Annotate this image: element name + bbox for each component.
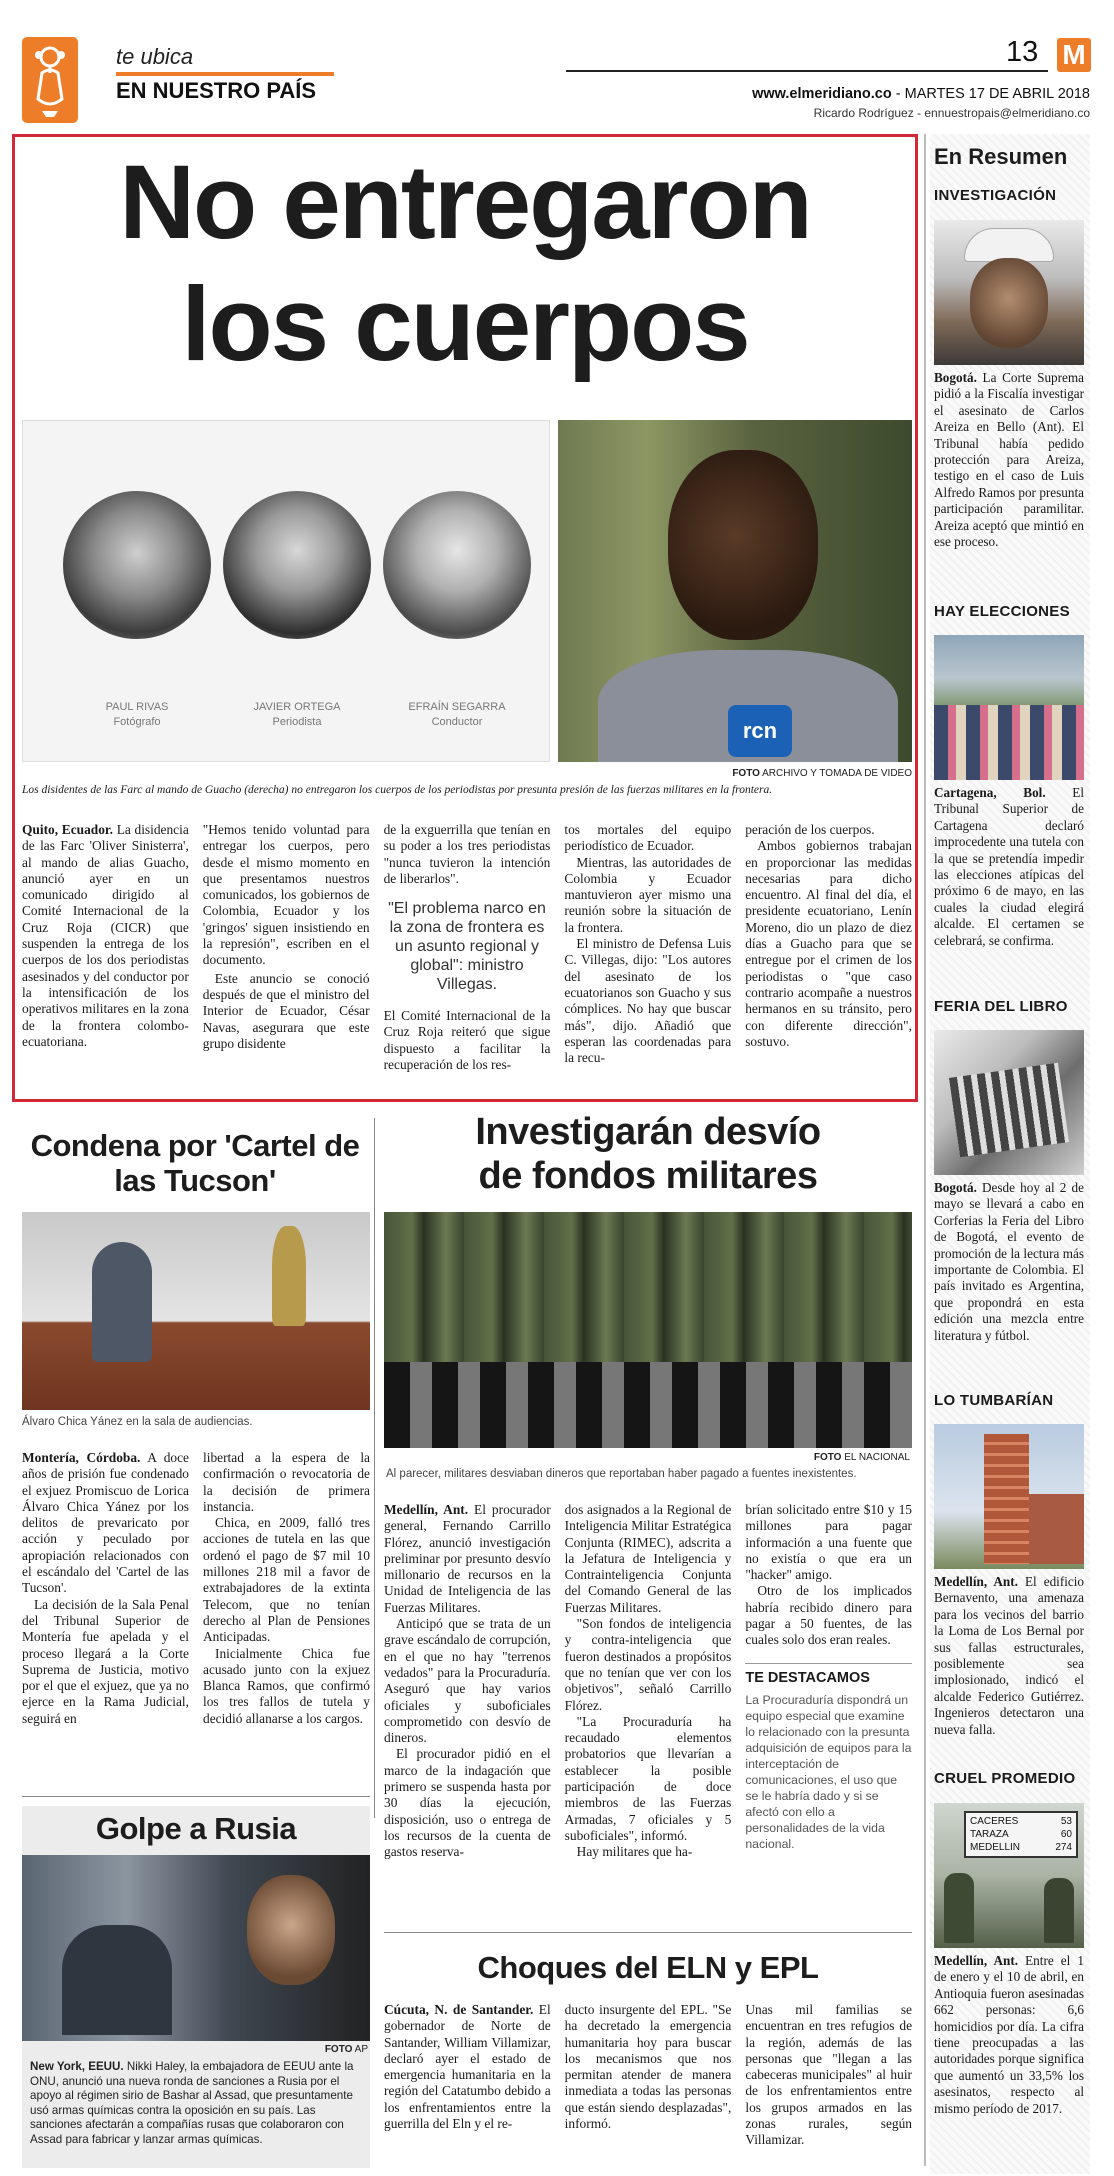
tucson-col-1: Montería, Córdoba. A doce años de prisión fue condenado el exjuez Promiscuo de Lorica Álvaro Chica Yánez por los delitos de prevaricato por acción y peculado por apropiación relacionados con el escándalo del 'Cartel de las Tucson'. La decisión de la Sala Penal del Tribunal Superior de Montería fue apelada y el proceso llegará a la Corte Suprema de Justicia, motivo por el que el exjuez, que ya no ejerce en la Rama Judicial, seguirá en	[22, 1450, 189, 1726]
tucson-caption: Álvaro Chica Yánez en la sala de audiencias.	[22, 1416, 253, 1428]
seated-figure	[62, 1925, 172, 2035]
sidebar-photo-3	[934, 1424, 1084, 1569]
pot-icon	[22, 37, 78, 123]
haley-figure	[247, 1875, 335, 1985]
sidebar-divider	[924, 134, 926, 2166]
victim-portrait-1	[63, 491, 211, 639]
statue-figure	[272, 1226, 306, 1326]
brand-logo: M	[1057, 38, 1091, 72]
destacamos-text: La Procuraduría dispondrá un equipo especial que examine lo relacionado con la presunta adquisición de equipos para la interceptación de comunicaciones, el uso que se le habría dado y si se afectó con ello a personalidades de la vida nacional.	[745, 1692, 912, 1851]
lead-col-1: Quito, Ecuador. La disidencia de las Farc 'Oliver Sinisterra', al mando de alias Guacho, anunció ayer en un comunicado dirigido al Comité Internacional de la Cruz Roja (CICR) que suspenden la entrega de los cuerpos de los dos periodistas asesinados y del conductor por la intensificación de los operativos militares en la zona de la frontera colombo-ecuatoriana.	[22, 822, 189, 1049]
page-number: 13	[1006, 36, 1039, 68]
victim-name-3: EFRAÍN SEGARRA	[408, 701, 506, 713]
section-small-label: te ubica	[116, 44, 194, 69]
sidebar-heading-1: HAY ELECCIONES	[934, 603, 1070, 620]
sidebar-text-0: Bogotá. La Corte Suprema pidió a la Fiscalía investigar el asesinato de Carlos Areiza en Bello (Ant). El Tribunal había pedido protección para Areiza, testigo en el caso de Luis Alfredo Ramos por presunta participación paramilitar. Areiza aceptó que mintió en ese proceso.	[934, 370, 1084, 550]
militares-col-3: brían solicitado entre $10 y 15 millones para pagar información a una fuente que no existía o que era un "hacker" amigo. Otro de los implicados habría recibido dinero para pagar a 50 fuentes, de las cuales solo dos eran reales. TE DESTACAMOS La Procuraduría dispondrá un equipo especial que examine lo relacionado con la presunta adquisición de equipos para la interceptación de comunicaciones, el uso que se le habría dado y si se afectó con ello a personalidades de la vida nacional.	[745, 1502, 913, 1851]
soldier-figure	[944, 1873, 974, 1943]
face-shape	[668, 450, 818, 640]
site-date	[752, 86, 1090, 102]
site-url[interactable]: www.elmeridiano.co	[752, 86, 892, 102]
tucson-photo	[22, 1212, 370, 1410]
militares-col-1: Medellín, Ant. El procurador general, Fernando Carrillo Flórez, anunció investigación preliminar por presunto desvío millonario de recursos en la Unidad de Inteligencia de las Fuerzas Militares. Anticipó que se trata de un grave escándalo de corrupción, en el que no hay "terrenos vedados" para la Procuraduría. Aseguró que hay varios oficiales y suboficiales comprometido con desvío de dineros. El procurador pidió en el marco de la indagación que primero se suspenda hasta por 30 días la ejecución, disposición, uso o entrega de los recursos de la cuenta de gastos reserva-	[384, 1502, 551, 1860]
section-underline	[116, 72, 334, 76]
lead-caption: Los disidentes de las Farc al mando de Guacho (derecha) no entregaron los cuerpos de los periodistas por presunta presión de las fuerzas militares en la frontera.	[22, 784, 773, 796]
victim-role-1: Fotógrafo	[113, 716, 161, 728]
lead-col-2: "Hemos tenido voluntad para entregar los cuerpos, pero desde el mismo momento en que presentamos nuestros comunicados, los gobiernos de Colombia, Ecuador y los 'gringos' siguen insistiendo en la represión", escriben en el documento. Este anuncio se conoció después de que el ministro del Interior de Ecuador, César Navas, asegurara que este grupo disidente	[202, 822, 370, 1051]
portrait-face	[970, 258, 1048, 348]
militares-photo-credit: FOTO EL NACIONAL	[813, 1452, 910, 1463]
microphone-label: rcn	[728, 705, 792, 757]
militares-caption: Al parecer, militares desviaban dineros que reportaban haber pagado a fuentes inexistentes.	[386, 1468, 857, 1480]
sidebar-heading-0: INVESTIGACIÓN	[934, 187, 1057, 204]
victim-portrait-3	[383, 491, 531, 639]
guacho-photo	[558, 420, 912, 762]
sidebar-photo-4	[934, 1803, 1084, 1948]
tucson-headline: Condena por 'Cartel de las Tucson'	[30, 1128, 360, 1198]
cap-shape	[964, 228, 1054, 262]
rusia-photo	[22, 1855, 370, 2041]
victim-role-2: Periodista	[272, 716, 322, 728]
sidebar-title: En Resumen	[934, 144, 1068, 169]
soldier-figure-2	[1044, 1878, 1074, 1943]
sidebar-heading-4: CRUEL PROMEDIO	[934, 1770, 1076, 1787]
eln-top-rule	[384, 1932, 912, 1933]
lead-col-4: tos mortales del equipo periodístico de Ecuador. Mientras, las autoridades de Colombia y Ecuador mantuvieron ayer mismo una reunión sobre la situación de la frontera. El ministro de Defensa Luis C. Villegas, dijo: "Los autores del asesinato de los ecuatorianos son Guacho y sus cómplices. No hay que buscar más", dijo. Añadió que esperan las coordenadas para la recu-	[564, 822, 732, 1066]
eln-col-2: ducto insurgente del EPL. "Se ha decretado la emergencia humanitaria hoy para buscar los mecanismos que nos permitan atender de manera inmediata a todas las personas que están siendo desplazadas", informó.	[564, 2002, 732, 2132]
rusia-photo-credit: FOTO AP	[324, 2044, 368, 2055]
victims-photo	[22, 420, 550, 762]
sidebar-heading-3: LO TUMBARÍAN	[934, 1392, 1054, 1409]
tucson-body	[22, 1450, 370, 1727]
victim-portrait-2	[223, 491, 371, 639]
road-sign: CACERES 53 TARAZA 60 MEDELLIN 274	[964, 1811, 1078, 1858]
section-big-label: EN NUESTRO PAÍS	[116, 78, 317, 103]
building-short	[1029, 1494, 1084, 1564]
lead-col-5: peración de los cuerpos. Ambos gobiernos trabajan en proporcionar las medidas necesarias para dicho encuentro. Al final del día, el presidente ecuatoriano, Lenín Moreno, dio un plazo de diez días a Guacho para que se entregue por el crimen de los periodistas o "que caso contrario acompañe a nuestros hermanos en su tránsito, pero con diferente dirección", sostuvo.	[745, 822, 912, 1049]
header-rule	[566, 70, 1048, 72]
eln-body	[384, 2002, 912, 2149]
section-logo	[22, 37, 78, 123]
books-shape	[949, 1063, 1069, 1158]
sidebar-text-4: Medellín, Ant. Entre el 1 de enero y el 10 de abril, en Antioquia fueron asesinadas 662 personas: 6,6 homicidios por día. La cifra tiene preocupadas a las autoridades porque significa que aumentó un 33,5% los asesinatos, respecto al mismo período de 2017.	[934, 1953, 1084, 2116]
militares-body	[384, 1502, 912, 1861]
sidebar-photo-1	[934, 635, 1084, 780]
crowd-shape	[934, 705, 1084, 780]
rusia-text: New York, EEUU. Nikki Haley, la embajadora de EEUU ante la ONU, anunció una nueva ronda de sanciones a Rusia por el apoyo al régimen sirio de Bashar al Assad, que presuntamente usó armas químicas contra la oposición en su país. Las sanciones afectarán a compañías rusas que colaboraron con Assad para fabricar y lanzar armas químicas.	[30, 2060, 354, 2146]
boots-row	[384, 1362, 912, 1448]
victim-name-2: JAVIER ORTEGA	[253, 701, 341, 713]
editor-credit: Ricardo Rodríguez - ennuestropais@elmeridiano.co	[813, 106, 1090, 120]
lead-body	[22, 822, 912, 1073]
victim-name-1: PAUL RIVAS	[105, 701, 169, 713]
victim-role-3: Conductor	[431, 716, 483, 728]
sidebar-text-2: Bogotá. Desde hoy al 2 de mayo se llevará a cabo en Corferias la Feria del Libro de Bogotá, el evento de promoción de la lectura más importante de Colombia. El país invitado es Argentina, que propondrá en esta edición una mezcla entre literatura y fútbol.	[934, 1180, 1084, 1343]
sidebar-text-3: Medellín, Ant. El edificio Bernavento, una amenaza para los vecinos del barrio la Loma de Los Bernal por sus fallas estructurales, posiblemente sea implosionado, indicó el alcalde Federico Gutiérrez. Ingenieros detectaron una nueva falla.	[934, 1574, 1084, 1737]
pull-quote: "El problema narco en la zona de frontera es un asunto regional y global": ministro Villegas.	[388, 900, 546, 994]
lead-col-3: de la exguerrilla que tenían en su poder a los tres periodistas "nunca tuvieron la intención de liberarlos". "El problema narco en la zona de frontera es un asunto regional y global": ministro Villegas. El Comité Internacional de la Cruz Roja reiteró que sigue dispuesto a facilitar la recuperación de los res-	[383, 822, 551, 1073]
column-divider-left	[374, 1118, 375, 1818]
militares-headline-line2: de fondos militares	[478, 1155, 818, 1197]
issue-date: - MARTES 17 DE ABRIL 2018	[891, 86, 1090, 102]
building-tall	[984, 1434, 1029, 1564]
destacamos-title: TE DESTACAMOS	[745, 1663, 912, 1686]
defendant-figure	[92, 1242, 152, 1362]
eln-col-3: Unas mil familias se encuentran en tres refugios de la región, además de las personas que "llegan a las cabeceras municipales" al huir de los enfrentamientos entre los grupos armados en las zonas rurales, según Villamizar.	[745, 2002, 913, 2148]
lead-photo-credit: FOTO ARCHIVO Y TOMADA DE VIDEO	[732, 768, 912, 779]
sidebar-text-1: Cartagena, Bol. El Tribunal Superior de Cartagena declaró improcedente una tutela con la que se pretendía impedir las elecciones atípicas del próximo 6 de mayo, en las cuales la ciudad elegirá alcalde. El certamen se celebrará, se confirma.	[934, 785, 1084, 948]
sidebar-photo-2	[934, 1030, 1084, 1175]
militares-headline-line1: Investigarán desvío	[475, 1111, 821, 1153]
tucson-bottom-rule	[22, 1796, 370, 1797]
militares-col-2: dos asignados a la Regional de Inteligencia Militar Estratégica Conjunta (RIMEC), adscrita a la Jefatura de Inteligencia y Contrainteligencia Conjunta del Comando General de las Fuerzas Militares. "Son fondos de inteligencia y contra-inteligencia que fueron destinados a propósitos que no tenían que ver con los objetivos", señaló Carrillo Flórez. "La Procuraduría ha recaudado elementos probatorios que llevarían a establecer la posible participación de doce miembros de las Fuerzas Armadas, 7 oficiales y 5 suboficiales", informó. Hay militares que ha-	[564, 1502, 732, 1860]
sidebar-photo-0	[934, 220, 1084, 365]
lead-headline-line2: los cuerpos	[181, 266, 749, 383]
eln-col-1: Cúcuta, N. de Santander. El gobernador de Norte de Santander, William Villamizar, declaró ayer el estado de emergencia humanitaria en la región del Catatumbo debido a los enfrentamientos entre la guerrilla del Eln y el re-	[384, 2002, 551, 2132]
rusia-headline: Golpe a Rusia	[95, 1811, 297, 1846]
lead-headline-line1: No entregaron	[119, 144, 811, 261]
eln-headline: Choques del ELN y EPL	[477, 1950, 819, 1985]
sidebar-heading-2: FERIA DEL LIBRO	[934, 998, 1068, 1015]
soldiers-photo	[384, 1212, 912, 1448]
tucson-col-2: libertad a la espera de la confirmación o revocatoria de la decisión de primera instancia. Chica, en 2009, falló tres acciones de tutela en las que ordenó el pago de $7 mil 10 millones 218 mil a favor de extrabajadores de la extinta Telecom, que no tenían derecho al Plan de Pensiones Anticipadas. Inicialmente Chica fue acusado junto con la exjuez Blanca Ramos, que confirmó los tres fallos de tutela y decidió allanarse a los cargos.	[203, 1450, 370, 1726]
